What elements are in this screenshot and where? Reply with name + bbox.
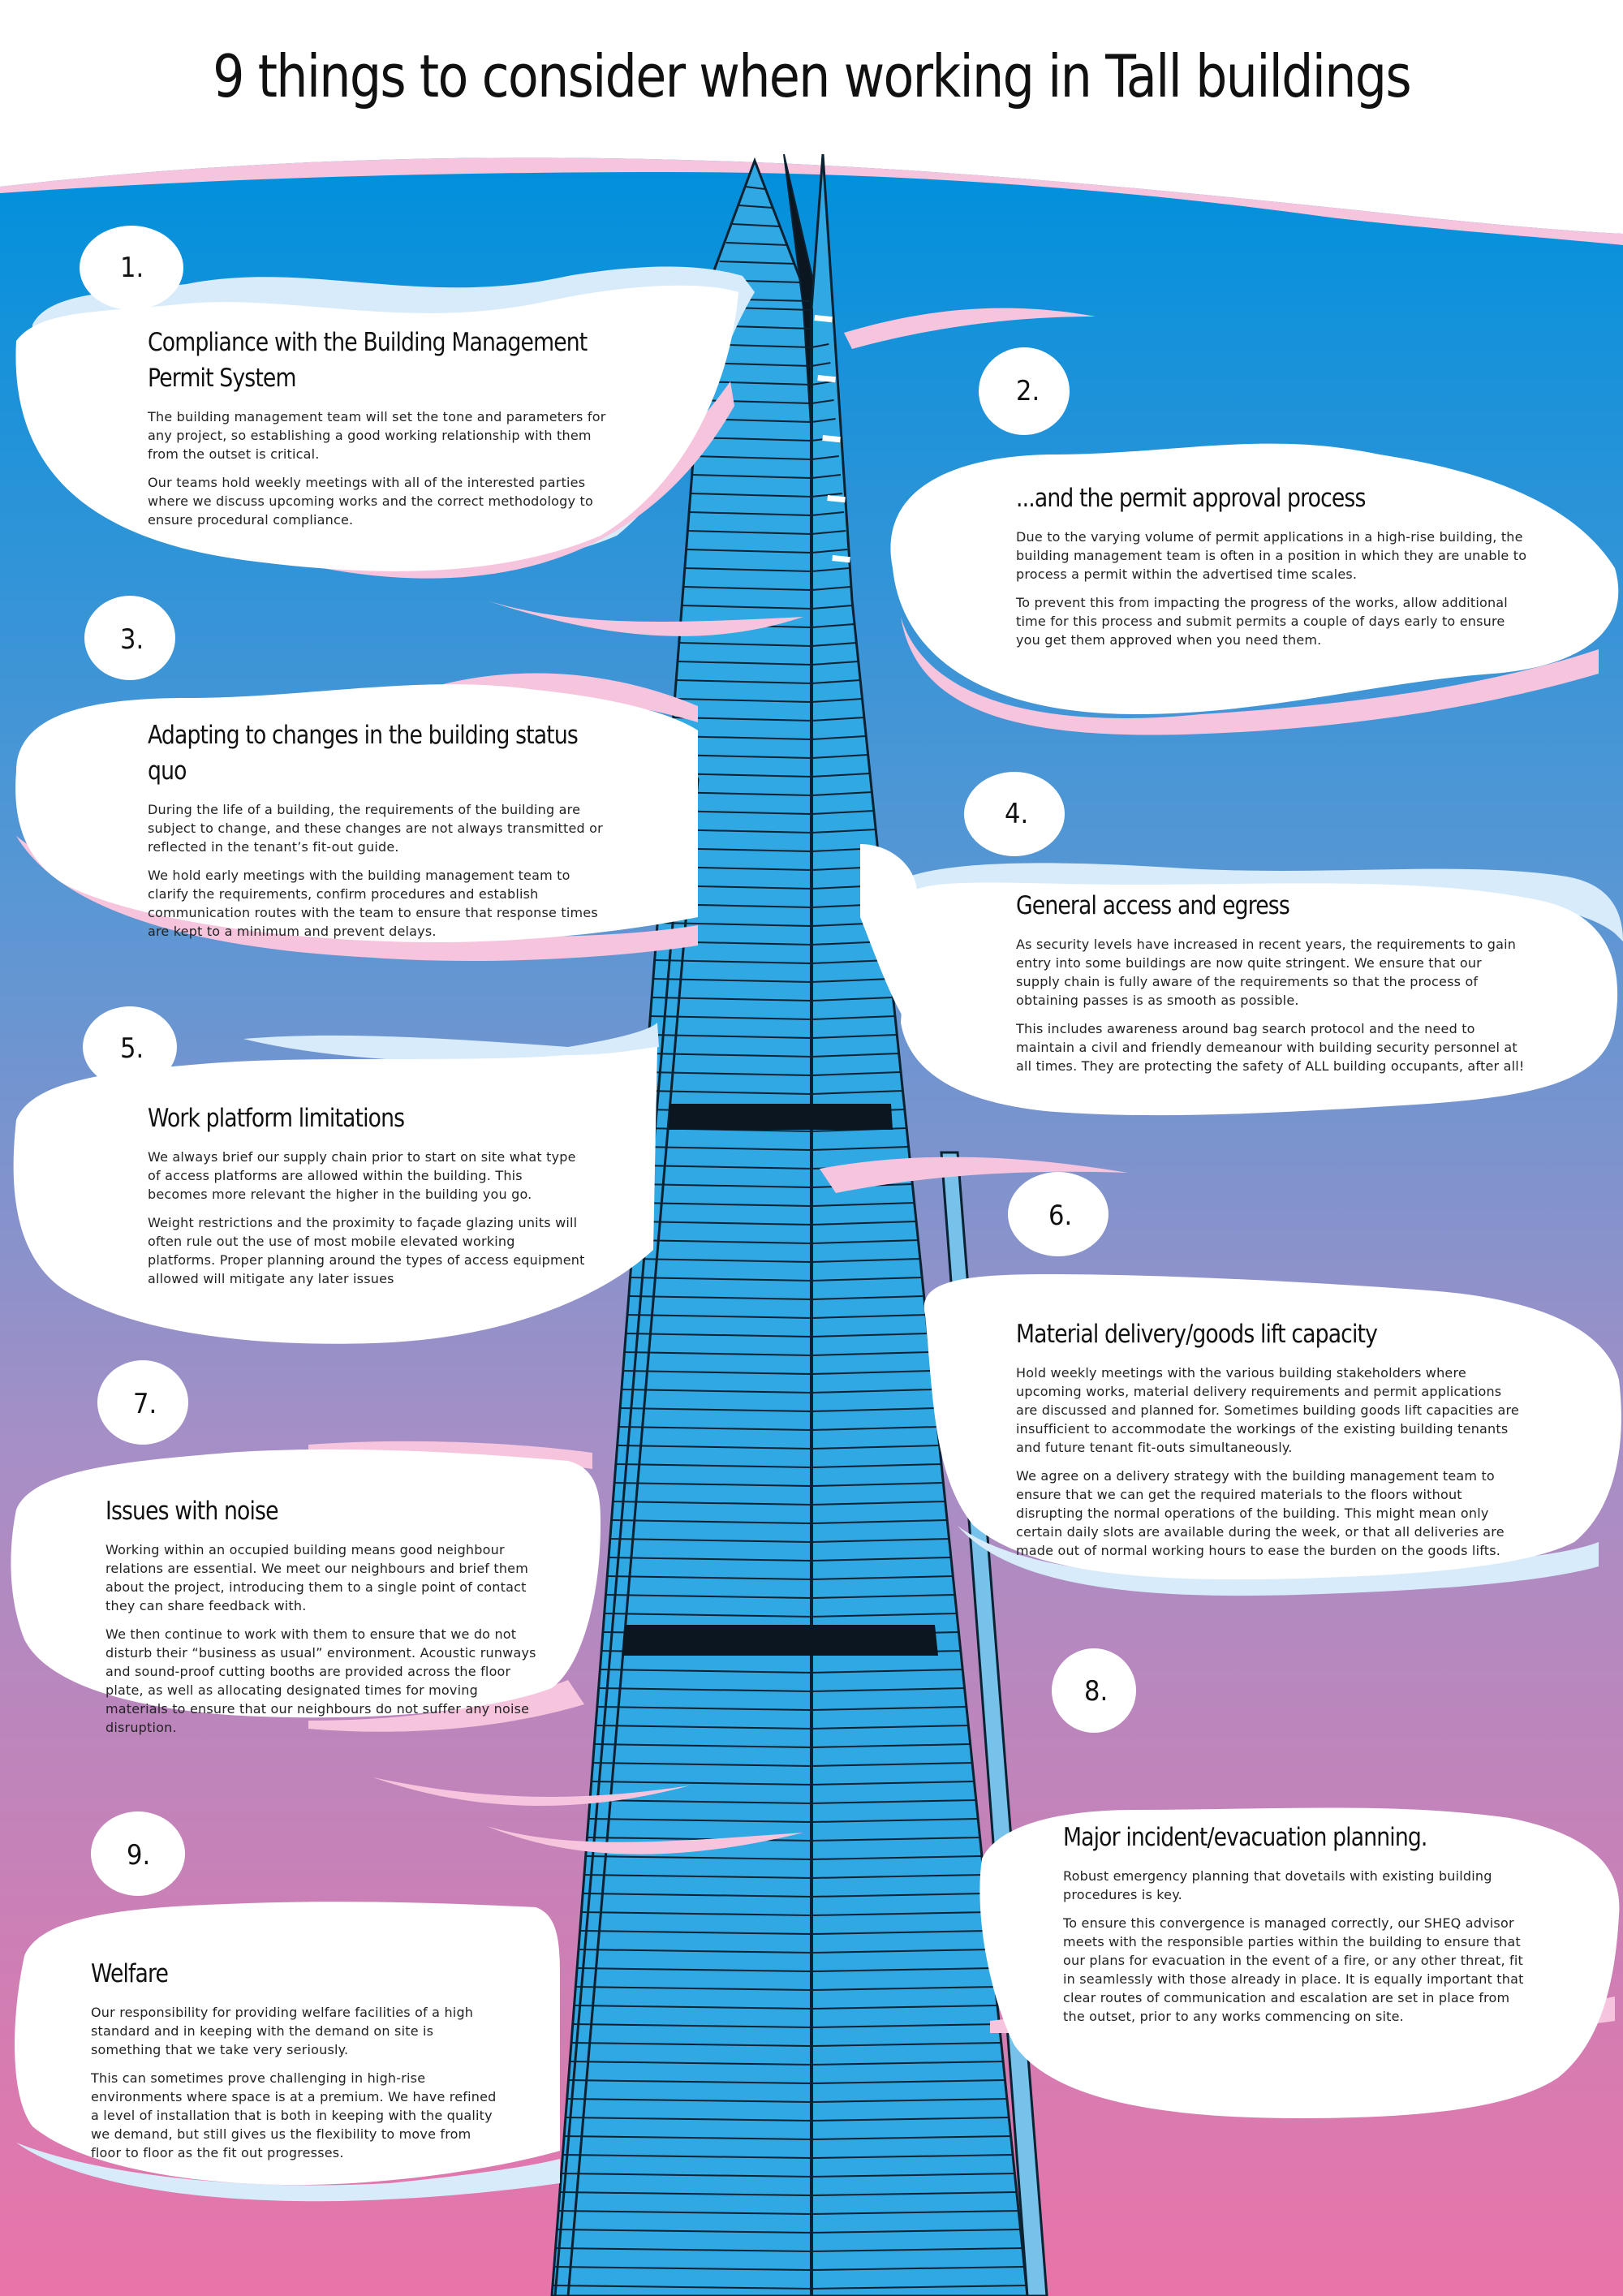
item-heading: General access and egress	[1016, 891, 1289, 920]
item-card-6	[1016, 1316, 1519, 1570]
item-paragraph: This includes awareness around bag search protocol and the need to maintain a civil and friendly demeanour with building security personnel at all times. They are protecting the safety of ALL building occupants, after all!	[1016, 1021, 1525, 1074]
item-heading: Compliance with the Building Management Permit System	[148, 328, 588, 393]
item-paragraph: As security levels have increased in recent years, the requirements to gain entry into some buildings are now quite stringent. We ensure that our supply chain is fully aware of the requirements so that the process of obtaining passes is as smooth as possible.	[1016, 937, 1517, 1008]
item-heading: Adapting to changes in the building status quo	[148, 721, 578, 786]
item-paragraph: During the life of a building, the requirements of the building are subject to change, and these changes are not always transmitted or reflected in the tenant’s fit-out guide.	[148, 802, 603, 855]
item-number-9: 9.	[127, 1839, 151, 1872]
item-paragraph: Our responsibility for providing welfare facilities of a high standard and in keeping with the demand on site is something that we take very seriously.	[91, 2005, 474, 2057]
item-card-2	[1016, 480, 1527, 659]
item-number-7: 7.	[133, 1388, 157, 1420]
item-paragraph: We agree on a delivery strategy with the building management team to ensure that we can get the required materials to the floors without disrupting the normal operations of the building. This might mean only certain daily slots are available during the week, or that all deliveries are made out of normal working hours to ease the burden on the goods lifts.	[1016, 1468, 1505, 1558]
item-paragraph: We then continue to work with them to ensure that we do not disturb their “business as usual” environment. Acoustic runways and sound-proof cutting booths are provided across the floor plate, as well as allocating designated times for moving materials to ensure that our neighbours do not suffer any noise disruption.	[105, 1626, 536, 1735]
item-card-7	[105, 1493, 544, 1747]
item-paragraph: Weight restrictions and the proximity to façade glazing units will often rule out the use of most mobile elevated working platforms. Proper planning around the types of access equipment allowed will mitigate any later issues	[148, 1215, 585, 1286]
item-number-3: 3.	[120, 623, 144, 656]
item-number-5: 5.	[120, 1032, 144, 1065]
item-paragraph: To prevent this from impacting the progress of the works, allow additional time for this process and submit permits a couple of days early to ensure you get them approved when you need them.	[1016, 595, 1508, 648]
item-heading: Material delivery/goods lift capacity	[1016, 1320, 1378, 1349]
item-card-1	[148, 325, 618, 539]
item-heading: Welfare	[91, 1959, 169, 1988]
item-card-9	[91, 1956, 505, 2172]
item-paragraph: Robust emergency planning that dovetails with existing building procedures is key.	[1063, 1868, 1492, 1902]
item-number-2: 2.	[1016, 375, 1040, 407]
item-heading: ...and the permit approval process	[1016, 484, 1366, 513]
item-number-4: 4.	[1005, 798, 1029, 830]
item-heading: Work platform limitations	[148, 1104, 405, 1133]
item-paragraph: Due to the varying volume of permit applications in a high-rise building, the building management team is often in a position in which they are unable to process a permit within the advertised time scales.	[1016, 529, 1527, 582]
item-card-3	[148, 717, 610, 950]
item-paragraph: This can sometimes prove challenging in high-rise environments where space is at a premium. We have refined a level of installation that is both in keeping with the quality we demand, but still gives us the flexibility to move from floor to floor as the fit out progresses.	[91, 2070, 497, 2160]
item-number-8: 8.	[1084, 1675, 1109, 1708]
page-title: 9 things to consider when working in Tall buildings	[213, 42, 1410, 110]
item-paragraph: Working within an occupied building means good neighbour relations are essential. We meet our neighbours and brief them about the project, introducing them to a single point of contact they can share feedback with.	[105, 1542, 529, 1613]
item-heading: Issues with noise	[105, 1497, 278, 1526]
item-paragraph: We always brief our supply chain prior to start on site what type of access platforms are allowed within the building. This becomes more relevant the higher in the building you go.	[148, 1149, 576, 1202]
item-card-4	[1016, 888, 1527, 1085]
item-card-8	[1063, 1820, 1534, 2035]
item-paragraph: We hold early meetings with the building management team to clarify the requirements, confirm procedures and establish communication routes with the team to ensure that response times are kept to a minimum and prevent delays.	[148, 868, 598, 939]
item-number-1: 1.	[120, 252, 144, 284]
item-number-6: 6.	[1048, 1200, 1073, 1232]
item-paragraph: Hold weekly meetings with the various building stakeholders where upcoming works, material delivery requirements and permit applications are discussed and planned for. Sometimes building goods lift capacities are insufficient to accommodate the workings of the existing building tenants and future tenant fit-outs simultaneously.	[1016, 1365, 1519, 1455]
item-card-5	[148, 1101, 586, 1298]
item-paragraph: To ensure this convergence is managed correctly, our SHEQ advisor meets with the responsible parties within the building to ensure that our plans for evacuation in the event of a fire, or any other threat, fit in seamlessly with those already in place. It is equally important that clear routes of communication and escalation are set in place from the outset, prior to any works commencing on site.	[1063, 1915, 1524, 2024]
item-heading: Major incident/evacuation planning.	[1063, 1823, 1427, 1852]
item-paragraph: Our teams hold weekly meetings with all of the interested parties where we discuss upcoming works and the correct methodology to ensure procedural compliance.	[148, 475, 593, 528]
item-paragraph: The building management team will set the tone and parameters for any project, so establishing a good working relationship with them from the outset is critical.	[148, 409, 606, 462]
